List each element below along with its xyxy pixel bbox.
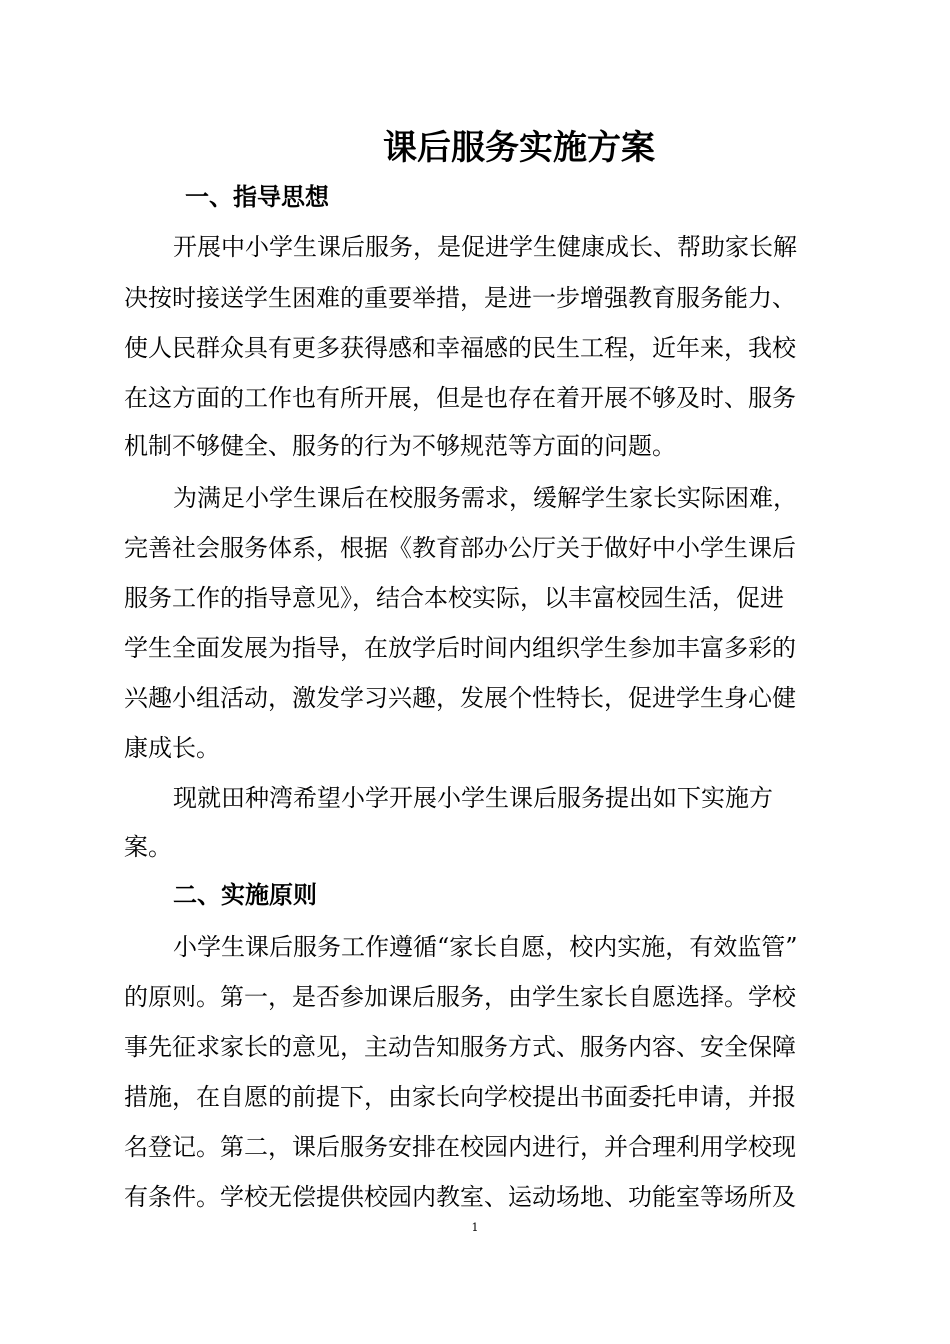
text-line: 为满足小学生课后在校服务需求，缓解学生家长实际困难， <box>173 484 797 512</box>
text-line: 小学生课后服务工作遵循“家长自愿，校内实施，有效监管” <box>173 933 798 961</box>
text-line: 案。 <box>124 833 172 861</box>
text-line: 服务工作的指导意见》，结合本校实际，以丰富校园生活，促进 <box>124 584 784 612</box>
text-line: 在这方面的工作也有所开展，但是也存在着开展不够及时、服务 <box>124 384 796 412</box>
text-line: 事先征求家长的意见，主动告知服务方式、服务内容、安全保障 <box>124 1033 796 1061</box>
text-line: 决按时接送学生困难的重要举措，是进一步增强教育服务能力、 <box>124 284 796 312</box>
section-heading: 一、指导思想 <box>185 182 329 211</box>
text-line: 康成长。 <box>124 734 220 762</box>
text-line: 使人民群众具有更多获得感和幸福感的民生工程，近年来，我校 <box>124 334 796 362</box>
text-line: 现就田种湾希望小学开展小学生课后服务提出如下实施方 <box>173 784 773 812</box>
text-line: 有条件。学校无偿提供校园内教室、运动场地、功能室等场所及 <box>124 1183 796 1211</box>
text-line: 名登记。第二，课后服务安排在校园内进行，并合理利用学校现 <box>124 1133 796 1161</box>
document-title: 课后服务实施方案 <box>383 128 655 168</box>
section-heading: 二、实施原则 <box>173 880 317 909</box>
text-line: 学生全面发展为指导，在放学后时间内组织学生参加丰富多彩的 <box>124 634 796 662</box>
text-line: 的原则。第一，是否参加课后服务，由学生家长自愿选择。学校 <box>124 983 796 1011</box>
text-line: 机制不够健全、服务的行为不够规范等方面的问题。 <box>124 432 676 460</box>
page-number: 1 <box>471 1221 479 1234</box>
text-line: 开展中小学生课后服务，是促进学生健康成长、帮助家长解 <box>173 233 797 261</box>
text-line: 兴趣小组活动，激发学习兴趣，发展个性特长，促进学生身心健 <box>124 684 796 712</box>
text-line: 完善社会服务体系，根据《教育部办公厅关于做好中小学生课后 <box>124 534 796 562</box>
text-line: 措施，在自愿的前提下，由家长向学校提出书面委托申请，并报 <box>124 1083 796 1111</box>
